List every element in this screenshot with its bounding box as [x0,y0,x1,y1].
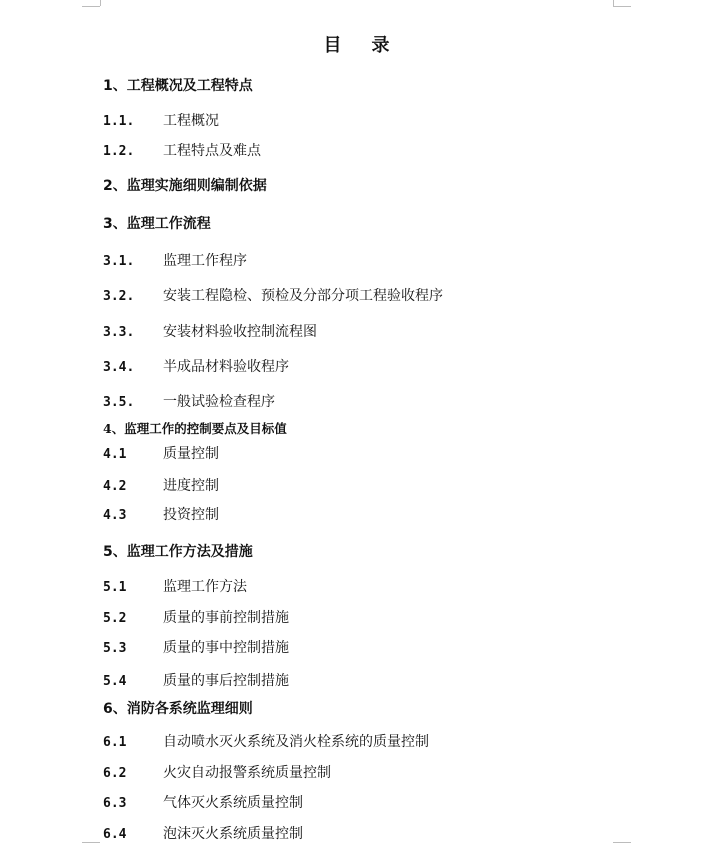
toc-item[interactable] [103,763,331,783]
toc-item-number: 4.1 [103,447,127,462]
toc-item[interactable] [103,505,219,525]
toc-item-label: 安装工程隐检、预检及分部分项工程验收程序 [163,288,443,304]
toc-section-text: 5、监理工作方法及措施 [103,544,253,560]
toc-item[interactable] [103,141,261,161]
toc-item-label: 工程概况 [163,113,219,129]
toc-item-label: 工程特点及难点 [163,143,261,159]
toc-item-label: 半成品材料验收程序 [163,359,289,375]
title-char-1: 目 [323,35,342,56]
toc-item-label: 自动喷水灭火系统及消火栓系统的质量控制 [163,734,429,750]
toc-item-number: 4.2 [103,479,127,494]
crop-mark-top-left [82,6,100,7]
toc-item-number: 3.4. [103,360,135,375]
toc-item[interactable] [103,251,247,271]
toc-item[interactable] [103,286,443,306]
toc-item-label: 质量的事后控制措施 [163,673,289,689]
title-char-2: 录 [371,35,390,56]
toc-section-text: 2、监理实施细则编制依据 [103,178,267,194]
crop-mark-top-left-v [100,0,101,6]
toc-section-text: 1、工程概况及工程特点 [103,78,253,94]
toc-section[interactable] [103,214,211,234]
toc-section-text: 4、监理工作的控制要点及目标值 [103,421,287,436]
toc-section[interactable] [103,419,287,439]
toc-item[interactable] [103,732,429,752]
toc-item-number: 1.1. [103,114,135,129]
toc-item-number: 3.3. [103,325,135,340]
toc-section-text: 6、消防各系统监理细则 [103,701,253,717]
toc-item-number: 3.5. [103,395,135,410]
toc-item-label: 气体灭火系统质量控制 [163,795,303,811]
toc-item-number: 3.1. [103,254,135,269]
toc-section[interactable] [103,176,267,196]
toc-item[interactable] [103,671,289,691]
toc-item[interactable] [103,824,303,844]
toc-item-number: 6.1 [103,735,127,750]
toc-item[interactable] [103,638,289,658]
toc-item[interactable] [103,608,289,628]
toc-section-text: 3、监理工作流程 [103,216,211,232]
crop-mark-bottom-left [82,842,100,843]
toc-item-label: 一般试验检查程序 [163,394,275,410]
toc-item-label: 进度控制 [163,478,219,494]
toc-item-label: 质量的事前控制措施 [163,610,289,626]
toc-item-number: 5.3 [103,641,127,656]
toc-item-number: 4.3 [103,508,127,523]
toc-section[interactable] [103,699,253,719]
toc-item-number: 6.2 [103,766,127,781]
toc-section[interactable] [103,542,253,562]
toc-item[interactable] [103,476,219,496]
toc-item[interactable] [103,577,247,597]
toc-item-number: 5.4 [103,674,127,689]
toc-item[interactable] [103,793,303,813]
page-title [0,31,713,57]
toc-item-number: 1.2. [103,144,135,159]
toc-item-number: 5.2 [103,611,127,626]
toc-item[interactable] [103,322,317,342]
toc-item[interactable] [103,444,219,464]
toc-item-label: 安装材料验收控制流程图 [163,324,317,340]
toc-item-number: 5.1 [103,580,127,595]
toc-section[interactable] [103,76,253,96]
toc-item[interactable] [103,392,275,412]
crop-mark-top-right-v [613,0,614,6]
toc-item-label: 泡沫灭火系统质量控制 [163,826,303,842]
toc-item-number: 3.2. [103,289,135,304]
toc-item-label: 火灾自动报警系统质量控制 [163,765,331,781]
toc-item-number: 6.3 [103,796,127,811]
crop-mark-top-right [613,6,631,7]
toc-item-number: 6.4 [103,827,127,842]
toc-item-label: 监理工作方法 [163,579,247,595]
toc-item[interactable] [103,357,289,377]
toc-item-label: 质量的事中控制措施 [163,640,289,656]
toc-item-label: 监理工作程序 [163,253,247,269]
toc-item-label: 质量控制 [163,446,219,462]
toc-item-label: 投资控制 [163,507,219,523]
toc-item[interactable] [103,111,219,131]
crop-mark-bottom-right [613,842,631,843]
